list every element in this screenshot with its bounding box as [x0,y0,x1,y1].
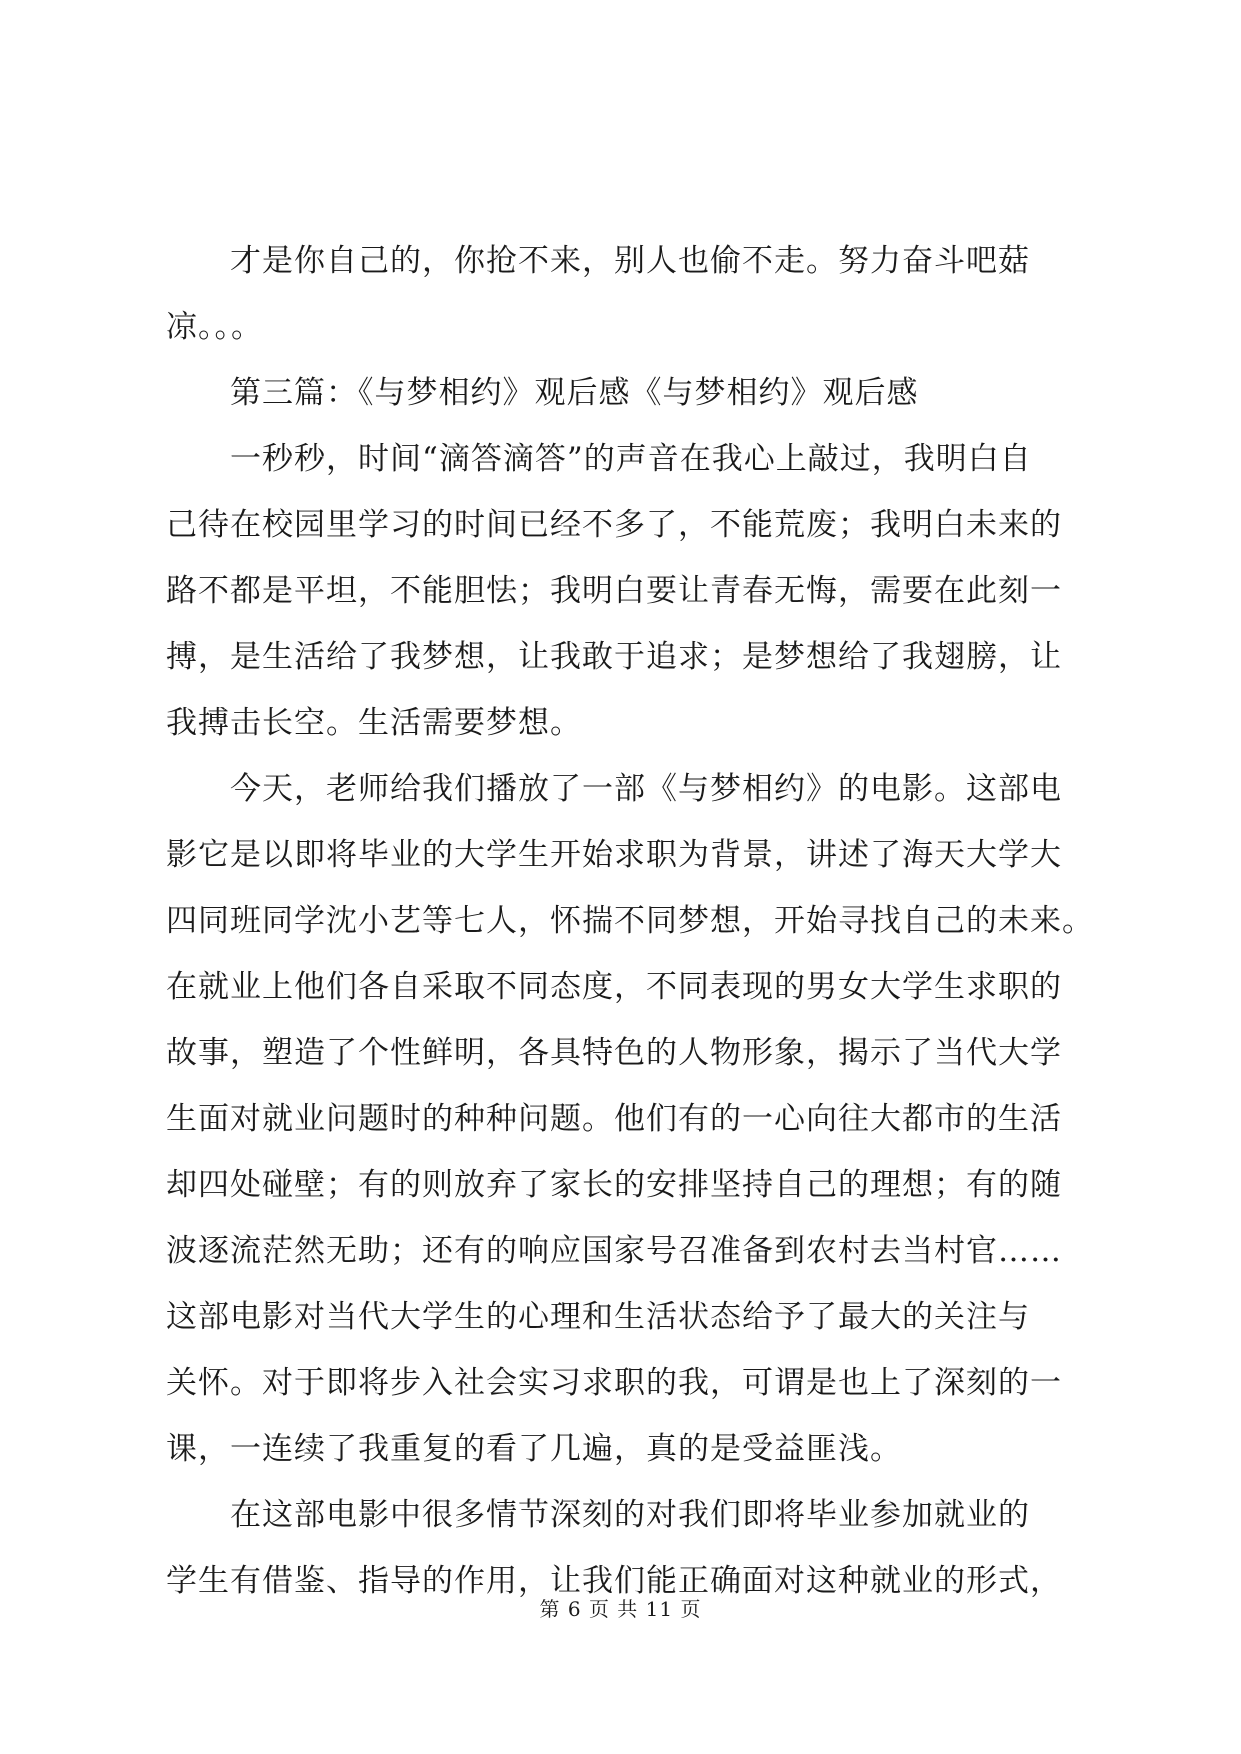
text-line: 影它是以即将毕业的大学生开始求职为背景，讲述了海天大学大 [166,837,1062,873]
text-line: 在这部电影中很多情节深刻的对我们即将毕业参加就业的 [230,1497,1030,1533]
text-line: 才是你自己的，你抢不来，别人也偷不走。努力奋斗吧菇 [230,243,1030,279]
text-line: 波逐流茫然无助；还有的响应国家号召准备到农村去当村官…… [166,1233,1062,1269]
text-line: 搏，是生活给了我梦想，让我敢于追求；是梦想给了我翅膀，让 [166,639,1062,675]
text-line: 学生有借鉴、指导的作用，让我们能正确面对这种就业的形式， [166,1563,1062,1599]
text-line: 四同班同学沈小艺等七人，怀揣不同梦想，开始寻找自己的未来。 [166,903,1094,939]
text-line: 关怀。对于即将步入社会实习求职的我，可谓是也上了深刻的一 [166,1365,1062,1401]
text-line: 今天，老师给我们播放了一部《与梦相约》的电影。这部电 [230,771,1062,807]
text-line: 生面对就业问题时的种种问题。他们有的一心向往大都市的生活 [166,1101,1062,1137]
text-line: 路不都是平坦，不能胆怯；我明白要让青春无悔，需要在此刻一 [166,573,1062,609]
text-line: 故事，塑造了个性鲜明，各具特色的人物形象，揭示了当代大学 [166,1035,1062,1071]
text-line: 却四处碰壁；有的则放弃了家长的安排坚持自己的理想；有的随 [166,1167,1062,1203]
text-line: 一秒秒，时间“滴答滴答”的声音在我心上敲过，我明白自 [230,441,1032,477]
text-line: 在就业上他们各自采取不同态度，不同表现的男女大学生求职的 [166,969,1062,1005]
body-text [166,228,1094,1614]
text-line: 己待在校园里学习的时间已经不多了，不能荒废；我明白未来的 [166,507,1062,543]
text-line: 凉。。。 [166,309,263,345]
text-line: 我搏击长空。生活需要梦想。 [166,705,582,741]
page-number-footer: 第 6 页 共 11 页 [539,1597,702,1621]
section-heading: 第三篇：《与梦相约》观后感《与梦相约》观后感 [230,375,919,411]
text-line: 课，一连续了我重复的看了几遍，真的是受益匪浅。 [166,1431,902,1467]
text-line: 这部电影对当代大学生的心理和生活状态给予了最大的关注与 [166,1299,1030,1335]
